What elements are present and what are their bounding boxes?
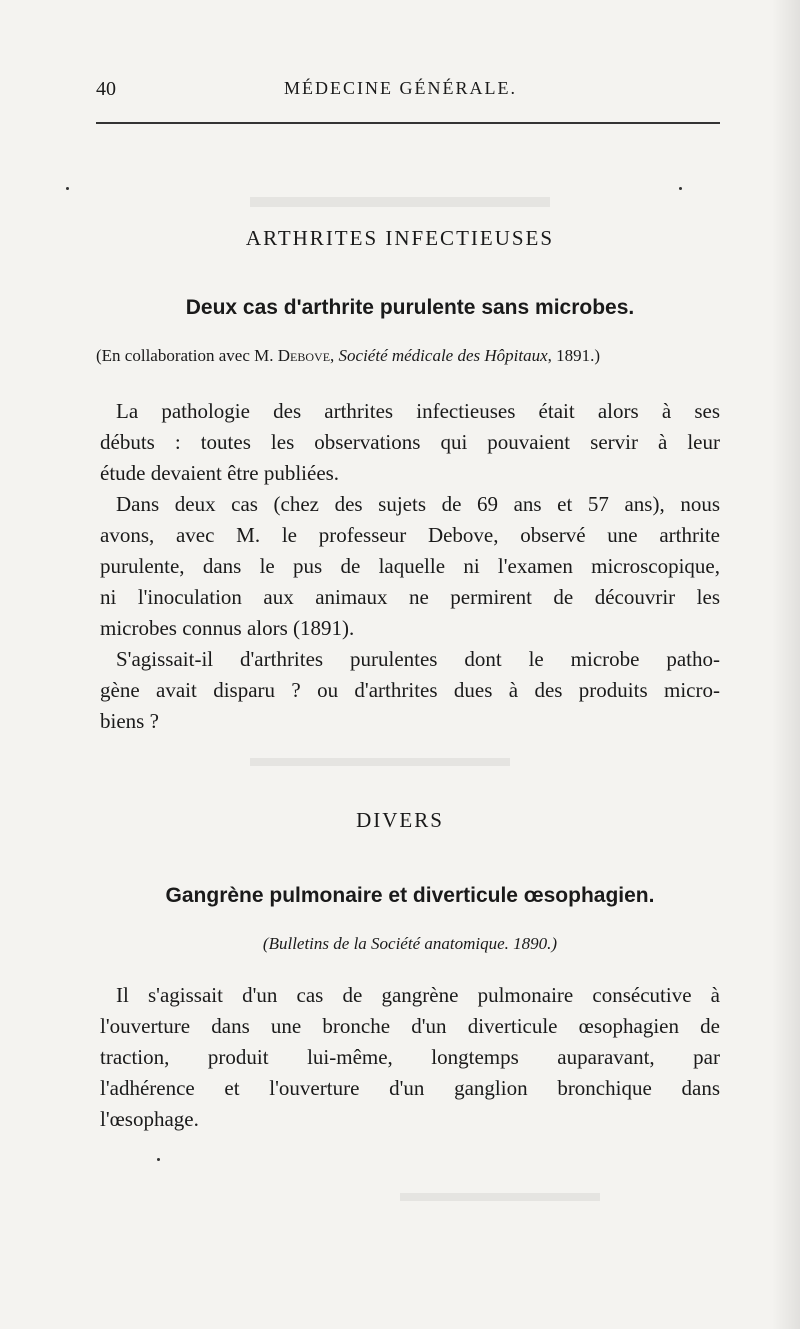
section-heading-divers: DIVERS [356,808,444,832]
text-line: S'agissait-il d'arthrites purulentes dont le microbe patho- [116,647,720,671]
text-line: avons, avec M. le professeur Debove, observé une arthrite [100,523,720,547]
text-line: traction, produit lui-même, longtemps auparavant, par [100,1045,720,1069]
text-line: purulente, dans le pus de laquelle ni l'examen microscopique, [100,554,720,578]
page-number: 40 [96,78,116,100]
text-line: étude devaient être publiées. [100,461,340,485]
citation-separator: , [330,346,339,365]
text-line: ni l'inoculation aux animaux ne permirent de découvrir les [100,585,720,609]
text-line: Il s'agissait d'un cas de gangrène pulmonaire consécutive à [116,983,720,1007]
text-line: biens ? [100,709,159,733]
print-speck [157,1158,160,1161]
text-line: l'œsophage. [100,1107,199,1131]
page-spine-shadow [772,0,800,1329]
paragraph-arthrite-3 [100,644,720,737]
citation-suffix: , 1891.) [547,346,601,365]
paragraph-arthrite-2 [100,489,720,644]
bleed-through-shadow [250,740,510,766]
print-speck [66,187,69,190]
article-citation-gangrene: (Bulletins de la Société anatomique. 1890.) [262,934,558,953]
text-line: l'ouverture dans une bronche d'un diverticule œsophagien de [100,1014,720,1038]
running-header [96,78,716,106]
text-line: Dans deux cas (chez des sujets de 69 ans et 57 ans), nous [116,492,720,516]
citation-author: Debove [277,346,331,365]
article-title-arthrite: Deux cas d'arthrite purulente sans microbes. [185,296,635,319]
text-line: débuts : toutes les observations qui pouvaient servir à leur [100,430,720,454]
header-rule [96,122,720,124]
section-heading-arthrites: ARTHRITES INFECTIEUSES [245,226,555,250]
citation-prefix: (En collaboration avec M. [96,346,278,365]
bleed-through-shadow [400,1175,600,1201]
text-line: l'adhérence et l'ouverture d'un ganglion bronchique dans [100,1076,720,1100]
text-line: La pathologie des arthrites infectieuses était alors à ses [116,399,720,423]
paragraph-arthrite-1 [100,396,720,489]
bleed-through-shadow [250,175,550,207]
paragraph-gangrene-1 [100,980,720,1135]
citation-journal: Société médicale des Hôpitaux [338,346,548,365]
text-line: gène avait disparu ? ou d'arthrites dues à des produits micro- [100,678,720,702]
print-speck [679,187,682,190]
running-title: MÉDECINE GÉNÉRALE. [284,78,517,98]
article-citation-arthrite [96,346,720,366]
text-line: microbes connus alors (1891). [100,616,355,640]
article-title-gangrene: Gangrène pulmonaire et diverticule œsophagien. [165,884,655,907]
